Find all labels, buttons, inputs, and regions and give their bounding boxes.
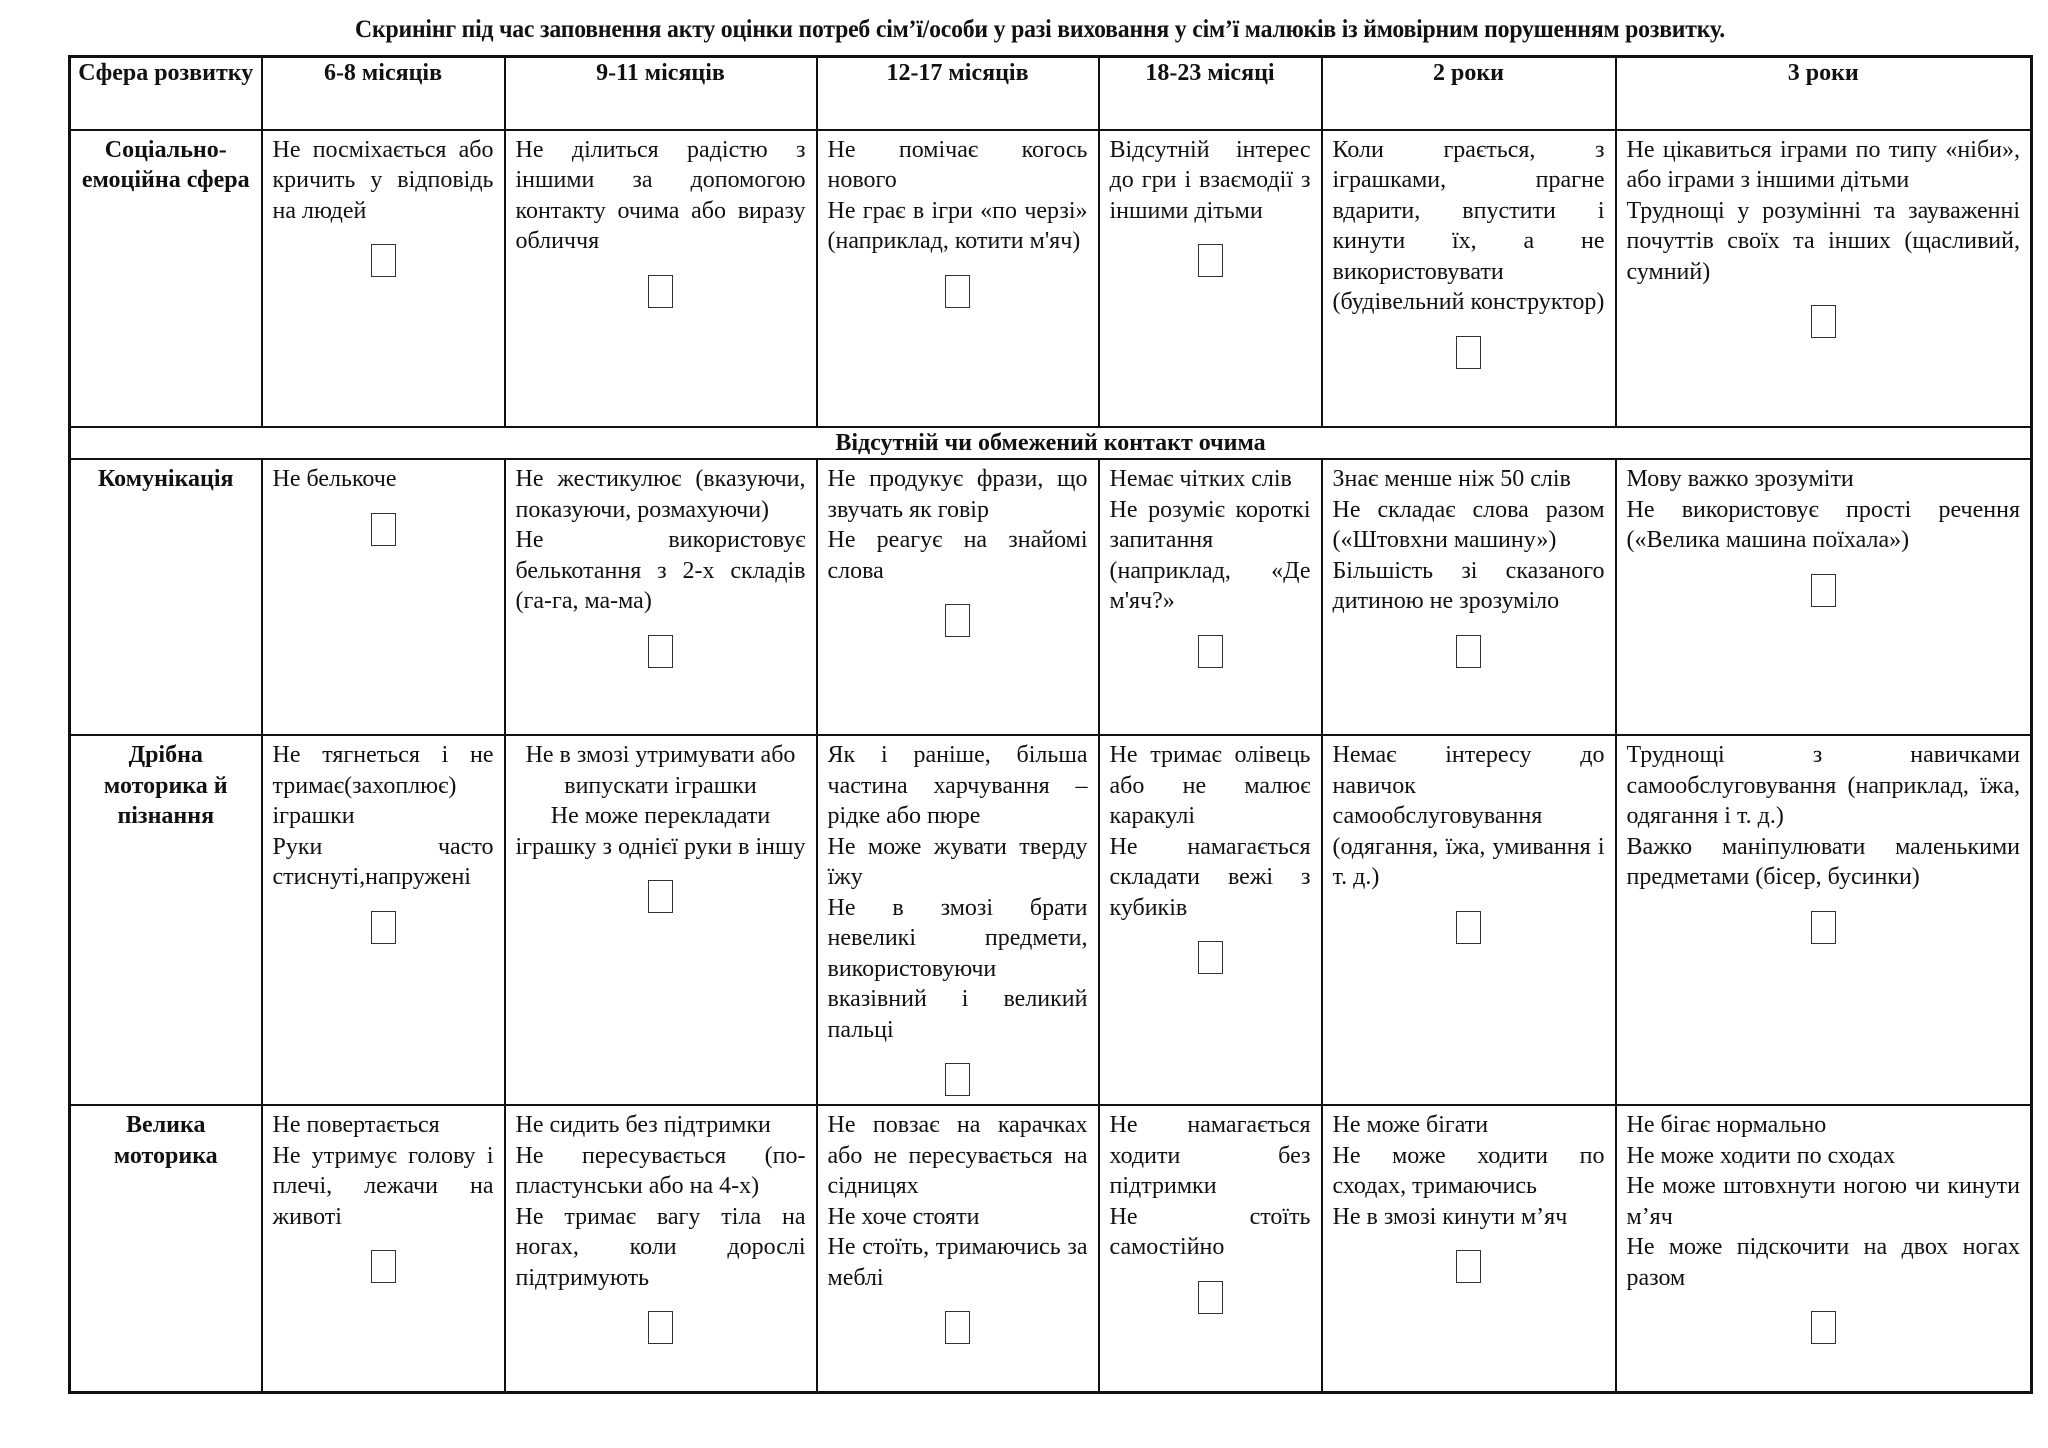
header-age-2-years: 2 роки [1322,57,1616,130]
criteria-text [1323,736,1615,944]
sphere-label: Комунікація [70,459,262,735]
criteria-item: Не бігає нормально [1626,1112,1827,1138]
criteria-cell [505,130,817,427]
criteria-item: Не в змозі кинути м’яч [1332,1203,1568,1230]
screening-checkbox[interactable] [371,244,396,277]
criteria-item: Не стоїть, тримаючись за меблі [827,1234,1088,1291]
criteria-text [1100,131,1321,278]
sphere-label: Дрібна моторика й пізнання [70,735,262,1105]
criteria-text [818,131,1098,308]
screening-checkbox[interactable] [945,1311,970,1344]
criteria-item: Не реагує на знайомі слова [827,527,1088,584]
screening-checkbox[interactable] [1456,1250,1481,1283]
criteria-cell [1616,1105,2032,1392]
screening-checkbox[interactable] [1811,305,1836,338]
screening-checkbox[interactable] [371,513,396,546]
criteria-cell [1322,1105,1616,1392]
criteria-text [1617,460,2031,607]
criteria-item: Не сидить без підтримки [515,1112,771,1138]
criteria-item: Не в змозі брати невеликі предмети, використовуючи вказівний і великий пальці [827,894,1088,1043]
criteria-item: Не продукує фрази, що звучать як говір [827,466,1088,523]
row-eye-contact [70,427,2032,460]
criteria-item: Не тримає вагу тіла на ногах, коли дорослі підтримують [515,1203,806,1291]
screening-checkbox[interactable] [1198,635,1223,668]
document-title: Скринінг під час заповнення акту оцінки потреб сім’ї/особи у разі виховання у сім’ї малюків із ймовірним порушенням розвитку. [355,14,1725,43]
screening-checkbox[interactable] [1456,635,1481,668]
criteria-item: Не може перекладати іграшку з однієї руки в іншу [515,803,806,860]
criteria-item: Не складає слова разом («Штовхни машину») [1332,496,1605,553]
criteria-text [1323,1106,1615,1283]
criteria-item: Немає інтересу до навичок самообслуговування (одягання, їжа, умивання і т. д.) [1332,742,1605,890]
criteria-cell [262,459,505,735]
criteria-cell [817,1105,1099,1392]
criteria-item: Більшість зі сказаного дитиною не зрозуміло [1332,557,1605,614]
criteria-text [1323,131,1615,369]
criteria-text [263,131,504,278]
criteria-item: Важко маніпулювати маленькими предметами (бісер, бусинки) [1626,833,2020,890]
criteria-item: Не в змозі утримувати або випускати іграшки [525,742,796,799]
criteria-cell [505,1105,817,1392]
criteria-cell [505,735,817,1105]
criteria-cell [1099,735,1322,1105]
screening-checkbox[interactable] [371,911,396,944]
criteria-cell [817,130,1099,427]
criteria-text [1100,1106,1321,1314]
criteria-item: Не хоче стояти [827,1203,980,1230]
criteria-item: Не стоїть самостійно [1109,1203,1311,1260]
screening-checkbox[interactable] [648,635,673,668]
criteria-item: Не белькоче [272,466,397,492]
row-communication [70,459,2032,735]
criteria-cell [505,459,817,735]
criteria-item: Не помічає когось нового [827,136,1088,193]
criteria-cell [1099,1105,1322,1392]
header-age-9-11-months: 9-11 місяців [505,57,817,130]
criteria-item: Не намагається ходити без підтримки [1109,1112,1311,1199]
criteria-item: Знає менше ніж 50 слів [1332,466,1571,492]
sphere-label: Велика моторика [70,1105,262,1392]
criteria-item: Не цікавиться іграми по типу «ніби», або іграми з іншими дітьми [1626,136,2020,193]
criteria-item: Не грає в ігри «по черзі» (наприклад, котити м'яч) [827,197,1088,254]
criteria-item: Не повертається [272,1112,440,1138]
sphere-label: Соціально-емоційна сфера [70,130,262,427]
criteria-cell [262,1105,505,1392]
criteria-item: Не тримає олівець або не малює каракулі [1109,742,1311,829]
screening-checkbox[interactable] [1198,1281,1223,1314]
screening-checkbox[interactable] [1456,336,1481,369]
criteria-item: Не ділиться радістю з іншими за допомогою контакту очима або виразу обличчя [515,136,806,254]
criteria-cell [262,735,505,1105]
screening-checkbox[interactable] [1811,1311,1836,1344]
criteria-item: Не намагається складати вежі з кубиків [1109,833,1311,921]
screening-checkbox[interactable] [1456,911,1481,944]
criteria-item: Руки часто стиснуті,напружені [272,833,494,890]
row-fine-motor-cognition [70,735,2032,1105]
criteria-cell [1322,459,1616,735]
criteria-item: Труднощі з навичками самообслуговування (наприклад, їжа, одягання і т. д.) [1626,742,2020,829]
header-row [70,57,2032,130]
criteria-item: Не пересувається (по-пластунськи або на 4-х) [515,1142,806,1199]
eye-contact-note: Відсутній чи обмежений контакт очима [70,427,2032,460]
criteria-item: Як і раніше, більша частина харчування – рідке або пюре [827,742,1088,829]
criteria-text [818,460,1098,637]
criteria-item: Мову важко зрозуміти [1626,466,1854,492]
criteria-text [1323,460,1615,668]
screening-checkbox[interactable] [648,880,673,913]
screening-checkbox[interactable] [371,1250,396,1283]
criteria-text [1100,460,1321,668]
criteria-item: Відсутній інтерес до гри і взаємодії з іншими дітьми [1109,136,1311,224]
criteria-cell [817,735,1099,1105]
criteria-text [1617,736,2031,944]
criteria-text [263,736,504,944]
criteria-item: Не посміхається або кричить у відповідь на людей [272,136,494,224]
screening-checkbox[interactable] [1198,244,1223,277]
criteria-item: Не розуміє короткі запитання (наприклад, «Де м'яч?» [1109,496,1311,614]
criteria-item: Не може підскочити на двох ногах разом [1626,1234,2020,1291]
screening-checkbox[interactable] [1811,574,1836,607]
criteria-cell [1099,459,1322,735]
screening-checkbox[interactable] [1198,941,1223,974]
criteria-text [1617,1106,2031,1344]
header-age-12-17-months: 12-17 місяців [817,57,1099,130]
criteria-item: Не використовує прості речення («Велика машина поїхала») [1626,496,2020,553]
criteria-cell [262,130,505,427]
header-age-18-23-months: 18-23 місяці [1099,57,1322,130]
criteria-text [506,1106,816,1344]
screening-checkbox[interactable] [945,275,970,308]
criteria-text [506,736,816,913]
screening-checkbox[interactable] [1811,911,1836,944]
header-sphere: Сфера розвитку [70,57,262,130]
criteria-text [1617,131,2031,339]
criteria-text [263,460,504,546]
screening-checkbox[interactable] [945,1063,970,1096]
criteria-item: Не може ходити по сходах [1626,1142,1896,1169]
criteria-item: Не утримує голову і плечі, лежачи на животі [272,1142,494,1230]
criteria-cell [1322,130,1616,427]
header-age-3-years: 3 роки [1616,57,2032,130]
criteria-text [506,131,816,308]
screening-table [68,55,2033,1394]
screening-checkbox[interactable] [648,275,673,308]
criteria-item: Коли грається, з іграшками, прагне вдарити, впустити і кинути їх, а не використовувати (будівельний конструктор) [1332,136,1605,315]
criteria-item: Труднощі у розумінні та зауваженні почуттів своїх та інших (щасливий, сумний) [1626,197,2020,285]
criteria-cell [1616,130,2032,427]
header-age-6-8-months: 6-8 місяців [262,57,505,130]
criteria-cell [1322,735,1616,1105]
criteria-text [263,1106,504,1283]
criteria-item: Не може бігати [1332,1112,1489,1138]
criteria-cell [1616,459,2032,735]
row-gross-motor [70,1105,2032,1392]
criteria-item: Не жестикулює (вказуючи, показуючи, розмахуючи) [515,466,806,523]
criteria-item: Немає чітких слів [1109,466,1292,492]
criteria-cell [1616,735,2032,1105]
row-social-emotional [70,130,2032,427]
criteria-item: Не може штовхнути ногою чи кинути м’яч [1626,1173,2020,1230]
criteria-item: Не тягнеться і не тримає(захоплює) іграшки [272,742,494,829]
criteria-item: Не може жувати тверду їжу [827,833,1088,890]
criteria-text [1100,736,1321,974]
screening-checkbox[interactable] [945,604,970,637]
criteria-text [506,460,816,668]
screening-checkbox[interactable] [648,1311,673,1344]
criteria-cell [1099,130,1322,427]
criteria-cell [817,459,1099,735]
criteria-item: Не повзає на карачках або не пересувається на сідницях [827,1112,1088,1199]
criteria-text [818,736,1098,1096]
criteria-item: Не використовує белькотання з 2-х складів (га-га, ма-ма) [515,527,806,614]
criteria-text [818,1106,1098,1344]
criteria-item: Не може ходити по сходах, тримаючись [1332,1142,1605,1199]
